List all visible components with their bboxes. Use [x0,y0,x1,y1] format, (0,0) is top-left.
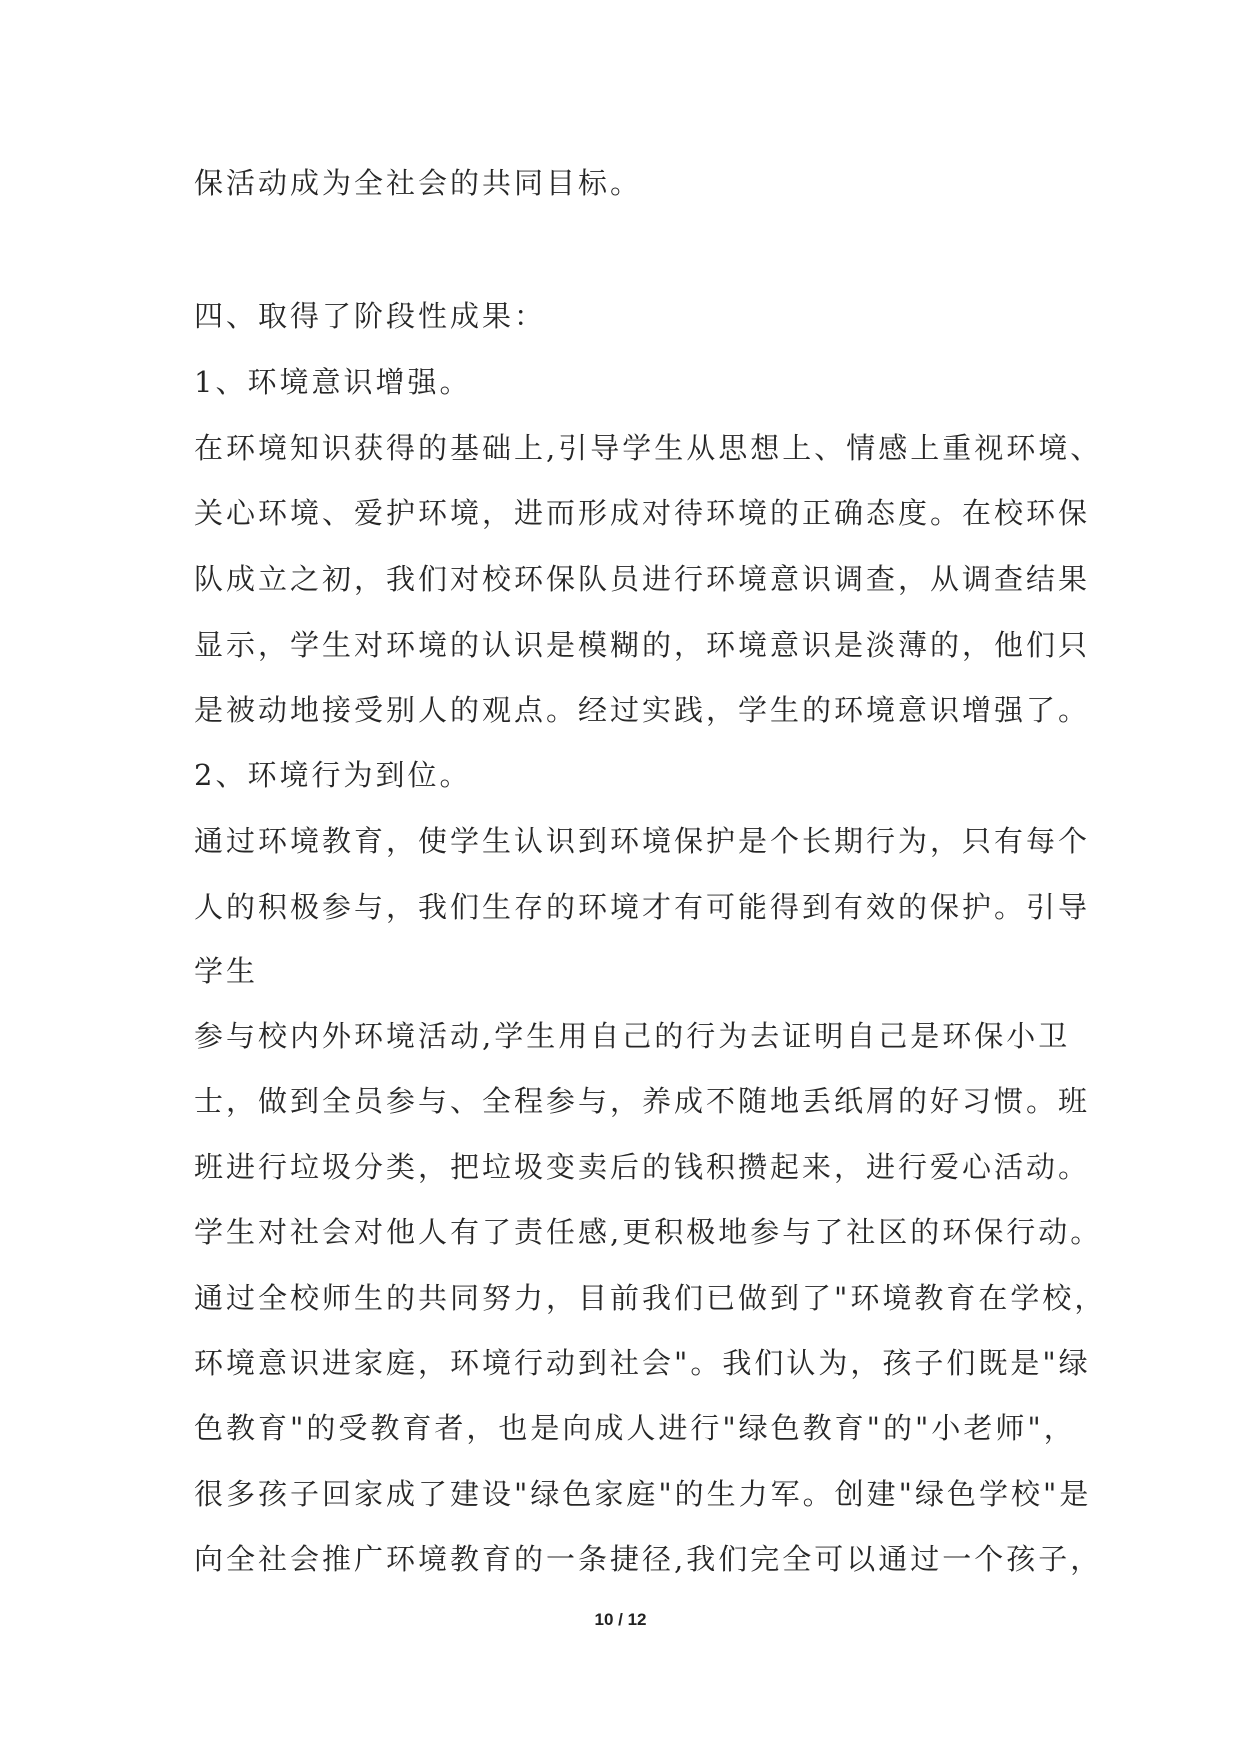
section-heading: 四、取得了阶段性成果： [194,299,547,333]
text-line: 学生 [194,954,259,988]
text-line: 参与校内外环境活动,学生用自己的行为去证明自己是环保小卫 [194,1019,1071,1053]
subheading: 2、环境行为到位。 [194,758,472,792]
text-line: 色教育"的受教育者，也是向成人进行"绿色教育"的"小老师"， [194,1411,1076,1445]
text-line: 很多孩子回家成了建设"绿色家庭"的生力军。创建"绿色学校"是 [194,1477,1092,1511]
text-line: 显示，学生对环境的认识是模糊的，环境意识是淡薄的，他们只 [194,628,1091,662]
text-line: 学生对社会对他人有了责任感,更积极地参与了社区的环保行动。 [194,1215,1103,1249]
text-line: 在环境知识获得的基础上,引导学生从思想上、情感上重视环境、 [194,431,1103,465]
text-line: 关心环境、爱护环境，进而形成对待环境的正确态度。在校环保 [194,496,1091,530]
text-line: 通过环境教育，使学生认识到环境保护是个长期行为，只有每个 [194,824,1091,858]
subheading: 1、环境意识增强。 [194,365,472,399]
page-number: 10 / 12 [594,1610,647,1629]
text-line: 向全社会推广环境教育的一条捷径,我们完全可以通过一个孩子， [194,1542,1103,1576]
text-line: 环境意识进家庭，环境行动到社会"。我们认为，孩子们既是"绿 [194,1346,1091,1380]
text-line: 班进行垃圾分类，把垃圾变卖后的钱积攒起来，进行爱心活动。 [194,1150,1091,1184]
text-line: 保活动成为全社会的共同目标。 [194,166,643,200]
text-line: 是被动地接受别人的观点。经过实践，学生的环境意识增强了。 [194,693,1091,727]
text-line: 通过全校师生的共同努力，目前我们已做到了"环境教育在学校， [194,1281,1107,1315]
text-line: 队成立之初，我们对校环保队员进行环境意识调查，从调查结果 [194,562,1091,596]
text-line: 士，做到全员参与、全程参与，养成不随地丢纸屑的好习惯。班 [194,1084,1091,1118]
text-line: 人的积极参与，我们生存的环境才有可能得到有效的保护。引导 [194,890,1091,924]
